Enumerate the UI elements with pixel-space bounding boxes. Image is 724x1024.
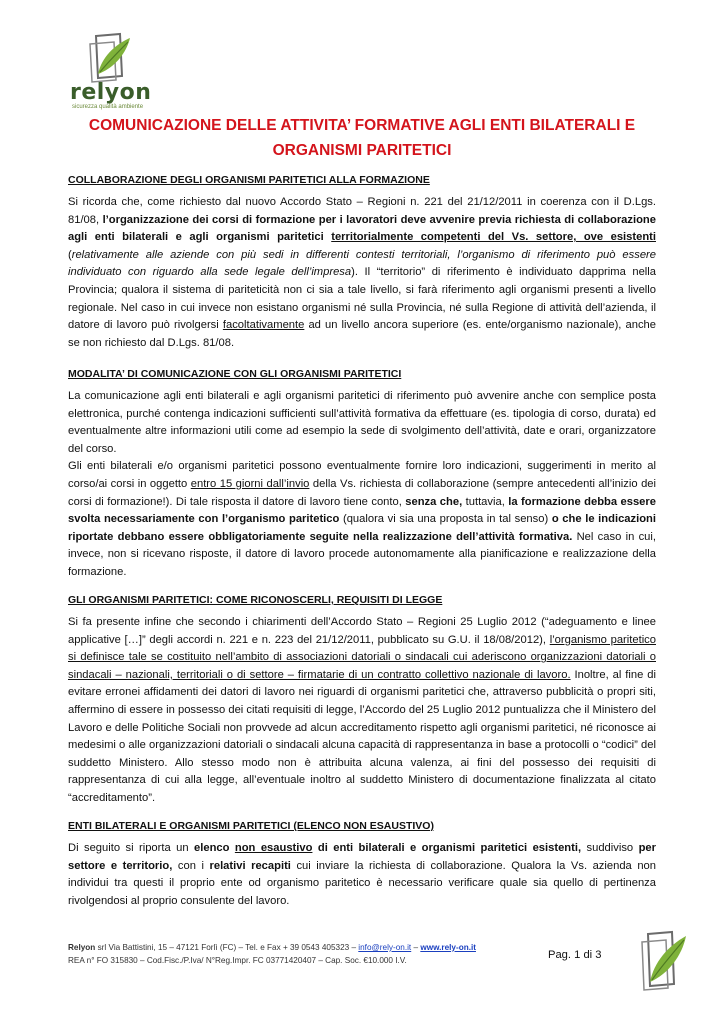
logo-name: relyon (70, 80, 152, 105)
paragraph: La comunicazione agli enti bilaterali e agli organismi paritetici di riferimento può avvenire anche con semplice posta elettronica, purché contenga indicazioni sufficienti sull’attività formativa da effettuare (es. tipologia di corso, durata) ed eventualmente altre informazioni utili come ad esempio la sede di svolgimento dell’attività, date e orari, organizzatore del corso. (68, 390, 656, 455)
paragraph: Gli enti bilaterali e/o organismi paritetici possono eventualmente fornire loro indicazioni, suggerimenti in merito al corso/ai corsi in oggetto entro 15 giorni dall’invio della Vs. richiesta di collaborazione (sempre antecedenti all’inizio dei corsi di formazione!). Di tale risposta il datore di lavoro tiene conto, senza che, tuttavia, la formazione debba essere svolta necessariamente con l’organismo paritetico (qualora vi sia una proposta in tal senso) o che le indicazioni riportate debbano essere obbligatoriamente seguite nella realizzazione dell’attività formativa. Nel caso in cui, invece, non si ricevano risposte, il datore di lavoro procede autonomamente alla pianificazione e realizzazione della formazione. (68, 460, 656, 578)
title-line-1: COMUNICAZIONE DELLE ATTIVITA’ FORMATIVE AGLI ENTI BILATERALI E (88, 117, 636, 134)
email-link[interactable]: info@rely-on.it (358, 943, 412, 952)
section-elenco (68, 820, 656, 910)
section-collaborazione (68, 174, 656, 352)
paragraph: Di seguito si riporta un elenco non esaustivo di enti bilaterali e organismi paritetici esistenti, suddiviso per settore e territorio, con i relativi recapiti cui inviare la richiesta di collaborazione. Qualora la Vs. azienda non individui tra questi il proprio ente od organismo paritetico è necessario verificare quale sia quello di pertinenza rivolgendosi al proprio consulente del lavoro. (68, 842, 656, 907)
title-line-2: ORGANISMI PARITETICI (272, 142, 452, 159)
section-requisiti (68, 594, 656, 808)
footer-address: Relyon srl Via Battistini, 15 – 47121 Forlì (FC) – Tel. e Fax + 39 0543 405323 – info@rely-on.it – www.rely-on.it (68, 943, 476, 952)
page-number: Pag. 1 di 3 (548, 949, 602, 961)
paragraph: Si fa presente infine che secondo i chiarimenti dell’Accordo Stato – Regioni 25 Luglio 2012 (“adeguamento e linee applicative […]” degli accordi n. 221 e n. 223 del 21/12/2011, pubblicato su G.U. il 18/08/2012), l’organismo paritetico si definisce tale se costituito nell’ambito di associazioni datoriali o sindacali cui aderiscono organizzazioni datoriali o sindacali – nazionali, territoriali o di settore – firmatarie di un contratto collettivo nazionale di lavoro. Inoltre, al fine di evitare erronei affidamenti dei datori di lavoro nei riguardi di organismi paritetici che, attraverso pubblicità o propri siti, affermino di essere in possesso dei citati requisiti di legge, l’Accordo del 25 Luglio 2012 puntualizza che il Ministero del Lavoro e delle Politiche Sociali non provvede ad alcun accreditamento rispetto agli organismi paritetici, né riconosce ai medesimi o alle organizzazioni datoriali o sindacali alcuna capacità di rappresentanza in base a protocolli o “codici” del suddetto Ministero. Allo stesso modo non è attribuita alcuna valenza, ai fini del possesso dei requisiti di rappresentanza di cui alla legge, all’eventuale inoltro al suddetto Ministero di documentazione finalizzata al citato “accreditamento”. (68, 616, 656, 804)
section-modalita (68, 368, 656, 582)
leaf-logo-icon (636, 926, 692, 994)
section-heading: COLLABORAZIONE DEGLI ORGANISMI PARITETICI ALLA FORMAZIONE (68, 174, 430, 186)
section-heading: MODALITA’ DI COMUNICAZIONE CON GLI ORGANISMI PARITETICI (68, 368, 402, 380)
website-link[interactable]: www.rely-on.it (420, 943, 476, 952)
section-heading: ENTI BILATERALI E ORGANISMI PARITETICI (ELENCO NON ESAUSTIVO) (68, 820, 434, 832)
document-title (60, 113, 664, 163)
logo-tagline: sicurezza qualità ambiente (72, 104, 144, 110)
section-heading: GLI ORGANISMI PARITETICI: COME RICONOSCERLI, REQUISITI DI LEGGE (68, 594, 443, 606)
page-footer (68, 941, 476, 967)
paragraph: Si ricorda che, come richiesto dal nuovo Accordo Stato – Regioni n. 221 del 21/12/2011 in coerenza con il D.Lgs. 81/08, l’organizzazione dei corsi di formazione per i lavoratori deve avvenire previa richiesta di collaborazione agli enti bilaterali e agli organismi paritetici territorialmente competenti del Vs. settore, ove esistenti (relativamente alle aziende con più sedi in differenti contesti territoriali, l’organismo di riferimento può essere individuato con riguardo alla sede legale dell’impresa). Il “territorio” di riferimento è individuato dapprima nella Provincia; qualora il sistema di pariteticità non ci sia a tale livello, si farà riferimento agli organismi presenti a livello regionale. Nel caso in cui invece non esistano organismi né sulla Provincia, né sulla Regione di attività dell’azienda, il datore di lavoro può rivolgersi facoltativamente ad un livello ancora superiore (es. ente/organismo nazionale), anche se non richiesto dal D.Lgs. 81/08. (68, 196, 657, 349)
footer-registration: REA n° FO 315830 – Cod.Fisc./P.Iva/ N°Reg.Impr. FC 03771420407 – Cap. Soc. €10.000 I.V. (68, 956, 407, 965)
